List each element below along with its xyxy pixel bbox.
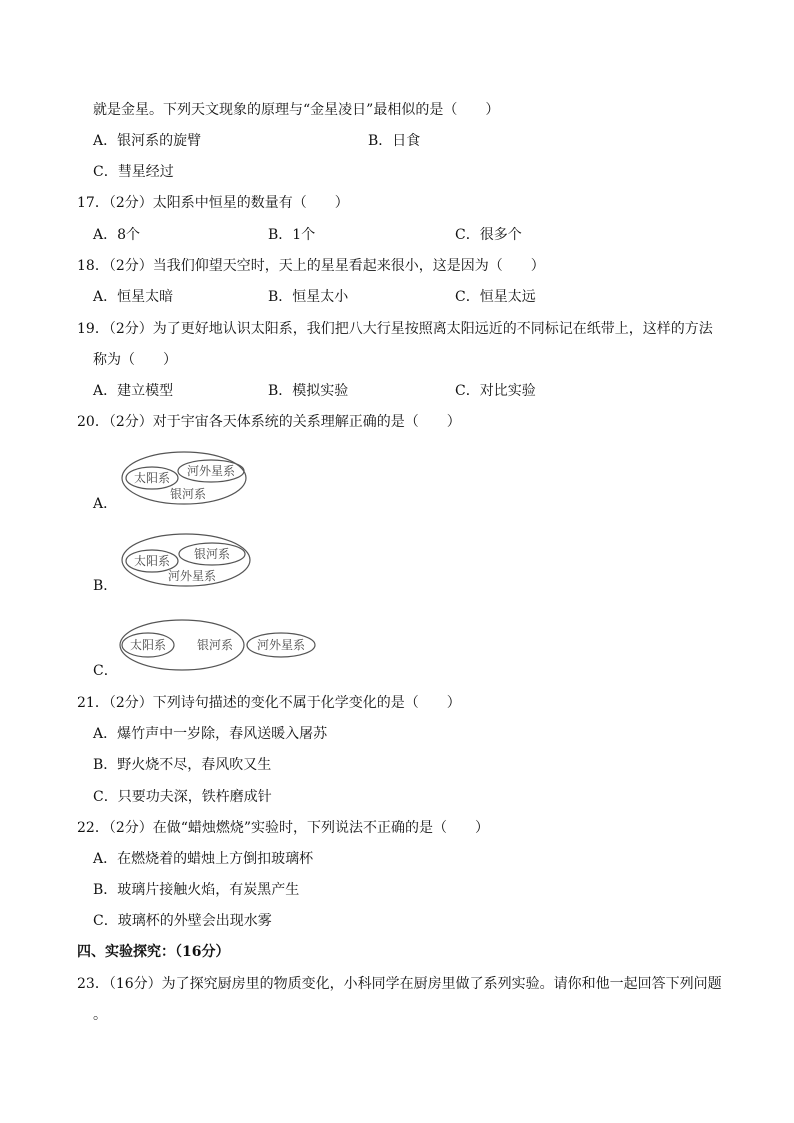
q19-option-c: C．对比实验	[455, 383, 536, 399]
q21-option-a: A．爆竹声中一岁除，春风送暖入屠苏	[93, 726, 328, 742]
q22-stem: 22．（2分）在做“蜡烛燃烧”实验时，下列说法不正确的是（ ）	[77, 820, 490, 836]
q19-option-b: B．模拟实验	[268, 383, 349, 399]
q19-stem-line1: 19．（2分）为了更好地认识太阳系，我们把八大行星按照离太阳远近的不同标记在纸带上，这样的方法	[77, 321, 713, 337]
q20-diagram-a	[120, 450, 252, 506]
q23-stem-line1: 23．（16分）为了探究厨房里的物质变化，小科同学在厨房里做了系列实验。请你和他一起回答下列问题	[77, 976, 722, 992]
q17-option-a: A．8个	[93, 227, 141, 243]
q22-option-a: A．在燃烧着的蜡烛上方倒扣玻璃杯	[93, 851, 314, 867]
q19-stem-line2: 称为（ ）	[93, 352, 177, 368]
q21-option-c: C．只要功夫深，铁杵磨成针	[93, 789, 272, 805]
q22-option-c: C．玻璃杯的外壁会出现水雾	[93, 913, 272, 929]
q19-option-a: A．建立模型	[93, 383, 174, 399]
label-galaxy: 银河系	[169, 487, 207, 501]
q17-option-b: B．1个	[268, 227, 316, 243]
q20-diagram-c	[117, 618, 317, 672]
q18-option-c: C．恒星太远	[455, 289, 536, 305]
q18-option-a: A．恒星太暗	[93, 289, 174, 305]
label-extragalactic: 河外星系	[256, 638, 306, 652]
q20-diagram-b	[120, 532, 254, 588]
q23-stem-line2: 。	[93, 1007, 107, 1023]
q16-option-b: B．日食	[368, 133, 421, 149]
label-solar-system: 太阳系	[133, 471, 171, 485]
q17-stem: 17．（2分）太阳系中恒星的数量有（ ）	[77, 195, 349, 211]
label-solar-system: 太阳系	[133, 554, 171, 568]
q20-option-a: A．	[93, 496, 118, 512]
q18-stem: 18．（2分）当我们仰望天空时，天上的星星看起来很小，这是因为（ ）	[77, 258, 545, 274]
q21-option-b: B．野火烧不尽，春风吹又生	[93, 757, 272, 773]
label-galaxy: 银河系	[193, 547, 231, 561]
q20-stem: 20．（2分）对于宇宙各天体系统的关系理解正确的是（ ）	[77, 414, 461, 430]
q16-continuation: 就是金星。下列天文现象的原理与“金星凌日”最相似的是（ ）	[93, 102, 500, 118]
q20-option-b: B．	[93, 578, 118, 594]
q16-option-c: C．彗星经过	[93, 164, 174, 180]
label-extragalactic: 河外星系	[167, 569, 217, 583]
label-galaxy: 银河系	[196, 638, 234, 652]
section-heading-experiment: 四、实验探究：（16分）	[77, 944, 230, 960]
q16-option-a: A．银河系的旋臂	[93, 133, 202, 149]
label-extragalactic: 河外星系	[186, 464, 236, 478]
q22-option-b: B．玻璃片接触火焰，有炭黑产生	[93, 882, 300, 898]
q18-option-b: B．恒星太小	[268, 289, 349, 305]
q20-option-c: C．	[93, 663, 118, 679]
q21-stem: 21．（2分）下列诗句描述的变化不属于化学变化的是（ ）	[77, 695, 461, 711]
label-solar-system: 太阳系	[129, 638, 167, 652]
q17-option-c: C．很多个	[455, 227, 522, 243]
